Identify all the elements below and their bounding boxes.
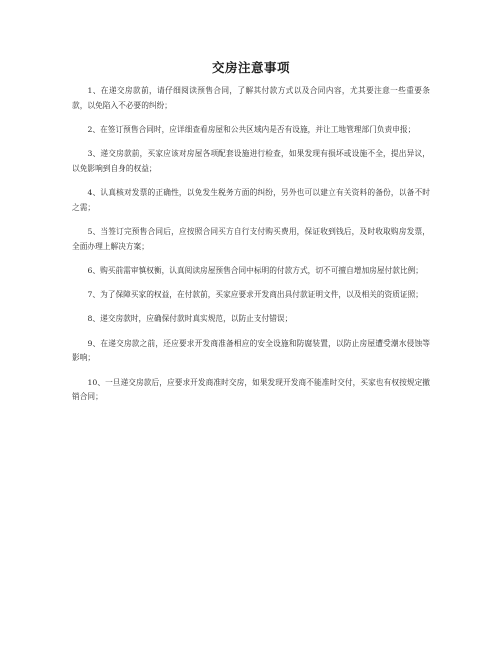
document-body bbox=[72, 84, 430, 414]
paragraph-1: 1、在递交房款前，请仔细阅读预售合同，了解其付款方式以及合同内容，尤其要注意一些重要条款，以免陷入不必要的纠纷； bbox=[72, 86, 430, 110]
paragraph-9: 9、在递交房款之前，还应要求开发商准备相应的安全设施和防腐装置，以防止房屋遭受潮水侵蚀等影响； bbox=[72, 338, 430, 363]
paragraph-6: 6、购买前需审慎权衡，认真阅读房屋预售合同中标明的付款方式，切不可擅自增加房屋付款比例； bbox=[87, 265, 423, 275]
paragraph-4: 4、认真核对发票的正确性，以免发生税务方面的纠纷，另外也可以建立有关资料的备份，以备不时之需； bbox=[72, 188, 430, 212]
paragraph-10: 10、一旦递交房款后，应要求开发商准时交房，如果发现开发商不能准时交付，买家也有权按规定撤销合同； bbox=[72, 377, 430, 402]
paragraph-5: 5、当签订完预售合同后，应按照合同买方自行支付购买费用，保证收到钱后，及时收取购房发票，全面办理上解决方案； bbox=[72, 226, 430, 251]
paragraph-7: 7、为了保障买家的权益，在付款前，买家应要求开发商出具付款证明文件，以及相关的资质证照； bbox=[87, 290, 423, 300]
paragraph-3: 3、递交房款前，买家应该对房屋各项配套设施进行检查，如果发现有损坏或设施不全，提出异议，以免影响到自身的权益； bbox=[72, 149, 430, 173]
paragraph-8: 8、递交房款时，应确保付款时真实规范，以防止支付错误； bbox=[87, 314, 293, 324]
paragraph-2: 2、在签订预售合同时，应详细查看房屋和公共区域内是否有设施，并让工地管理部门负责申报； bbox=[87, 124, 416, 134]
document-title: 交房注意事项 bbox=[211, 60, 290, 75]
